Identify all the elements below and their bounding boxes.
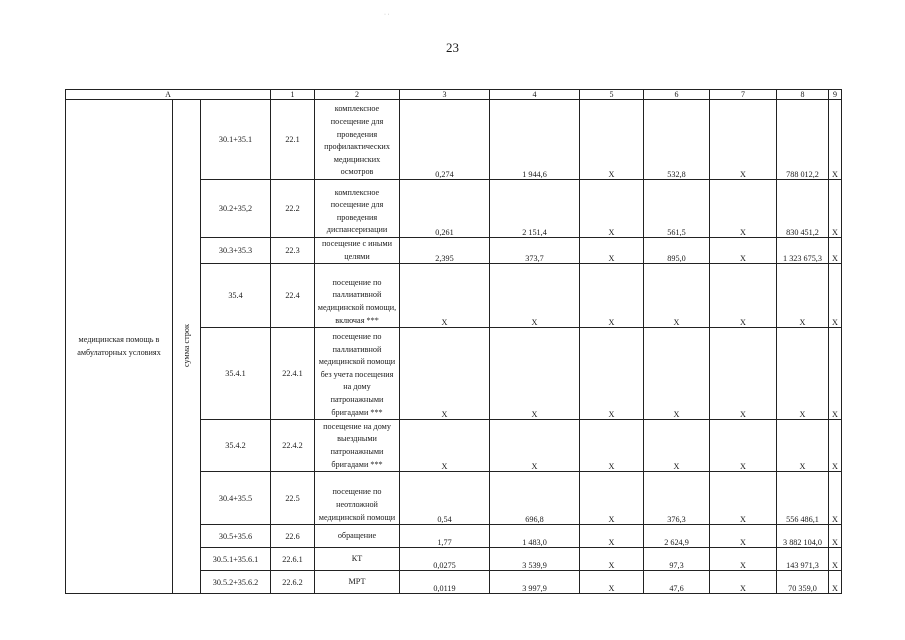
- description-cell: посещение по паллиативной медицинской помощи, включая ***: [315, 264, 400, 328]
- header-cell-8: 8: [777, 90, 829, 100]
- header-cell-5: 5: [580, 90, 644, 100]
- col5-cell: X: [580, 548, 644, 571]
- col3-cell: X: [400, 420, 490, 472]
- col8-cell: X: [777, 328, 829, 420]
- col8-cell: 556 486,1: [777, 472, 829, 525]
- data-table: [65, 89, 842, 594]
- col3-cell: 1,77: [400, 525, 490, 548]
- col9-cell: X: [829, 264, 842, 328]
- col5-cell: X: [580, 100, 644, 180]
- code-cell: 35.4.2: [201, 420, 271, 472]
- row-number-cell: 22.2: [271, 180, 315, 238]
- col5-cell: X: [580, 525, 644, 548]
- header-cell-2: 2: [315, 90, 400, 100]
- col8-cell: 3 882 104,0: [777, 525, 829, 548]
- col3-cell: 0,54: [400, 472, 490, 525]
- col8-cell: X: [777, 420, 829, 472]
- col5-cell: X: [580, 571, 644, 594]
- description-cell: посещение по неотложной медицинской помощи: [315, 472, 400, 525]
- col3-cell: 2,395: [400, 238, 490, 264]
- col4-cell: 2 151,4: [490, 180, 580, 238]
- col3-cell: 0,0275: [400, 548, 490, 571]
- code-cell: 30.5.1+35.6.1: [201, 548, 271, 571]
- col3-cell: 0,274: [400, 100, 490, 180]
- col7-cell: X: [710, 100, 777, 180]
- col4-cell: X: [490, 264, 580, 328]
- description-cell: комплексное посещение для проведения диспансеризации: [315, 180, 400, 238]
- header-cell-1: 1: [271, 90, 315, 100]
- code-cell: 35.4.1: [201, 328, 271, 420]
- col5-cell: X: [580, 238, 644, 264]
- code-cell: 30.5+35.6: [201, 525, 271, 548]
- col6-cell: X: [644, 420, 710, 472]
- row-number-cell: 22.3: [271, 238, 315, 264]
- col9-cell: X: [829, 525, 842, 548]
- col4-cell: X: [490, 328, 580, 420]
- col6-cell: 532,8: [644, 100, 710, 180]
- col5-cell: X: [580, 472, 644, 525]
- header-cell-7: 7: [710, 90, 777, 100]
- description-cell: обращение: [315, 525, 400, 548]
- row-number-cell: 22.6.1: [271, 548, 315, 571]
- col5-cell: X: [580, 180, 644, 238]
- col7-cell: X: [710, 180, 777, 238]
- row-number-cell: 22.5: [271, 472, 315, 525]
- col5-cell: X: [580, 328, 644, 420]
- col8-cell: 70 359,0: [777, 571, 829, 594]
- header-cell-9: 9: [829, 90, 842, 100]
- col7-cell: X: [710, 264, 777, 328]
- col3-cell: X: [400, 328, 490, 420]
- row-number-cell: 22.1: [271, 100, 315, 180]
- sum-label-text: сумма строк: [182, 324, 191, 368]
- col4-cell: 1 944,6: [490, 100, 580, 180]
- col9-cell: X: [829, 548, 842, 571]
- col9-cell: X: [829, 328, 842, 420]
- col6-cell: 561,5: [644, 180, 710, 238]
- col8-cell: 1 323 675,3: [777, 238, 829, 264]
- col8-cell: 830 451,2: [777, 180, 829, 238]
- col3-cell: X: [400, 264, 490, 328]
- row-number-cell: 22.4.1: [271, 328, 315, 420]
- header-cell-3: 3: [400, 90, 490, 100]
- col9-cell: X: [829, 472, 842, 525]
- header-cell-a: А: [66, 90, 271, 100]
- col4-cell: 696,8: [490, 472, 580, 525]
- col7-cell: X: [710, 238, 777, 264]
- row-number-cell: 22.6: [271, 525, 315, 548]
- code-cell: 30.5.2+35.6.2: [201, 571, 271, 594]
- header-cell-4: 4: [490, 90, 580, 100]
- col7-cell: X: [710, 472, 777, 525]
- col8-cell: X: [777, 264, 829, 328]
- description-cell: КТ: [315, 548, 400, 571]
- code-cell: 30.4+35.5: [201, 472, 271, 525]
- col7-cell: X: [710, 548, 777, 571]
- scan-speck: · ·: [384, 12, 390, 18]
- col4-cell: 3 997,9: [490, 571, 580, 594]
- code-cell: 30.1+35.1: [201, 100, 271, 180]
- col5-cell: X: [580, 264, 644, 328]
- col7-cell: X: [710, 420, 777, 472]
- col7-cell: X: [710, 525, 777, 548]
- code-cell: 30.3+35.3: [201, 238, 271, 264]
- col6-cell: 47,6: [644, 571, 710, 594]
- col7-cell: X: [710, 328, 777, 420]
- page-number: 23: [446, 40, 459, 55]
- header-cell-6: 6: [644, 90, 710, 100]
- description-cell: комплексное посещение для проведения профилактических медицинских осмотров: [315, 100, 400, 180]
- col9-cell: X: [829, 100, 842, 180]
- description-cell: посещение на дому выездными патронажными бригадами ***: [315, 420, 400, 472]
- description-cell: посещение по паллиативной медицинской помощи без учета посещения на дому патронажными бригадами ***: [315, 328, 400, 420]
- col6-cell: 376,3: [644, 472, 710, 525]
- col4-cell: 3 539,9: [490, 548, 580, 571]
- col9-cell: X: [829, 420, 842, 472]
- col3-cell: 0,0119: [400, 571, 490, 594]
- row-number-cell: 22.4.2: [271, 420, 315, 472]
- col4-cell: 1 483,0: [490, 525, 580, 548]
- row-number-cell: 22.4: [271, 264, 315, 328]
- sum-label-cell: [173, 100, 201, 594]
- col9-cell: X: [829, 571, 842, 594]
- description-cell: МРТ: [315, 571, 400, 594]
- col6-cell: 895,0: [644, 238, 710, 264]
- col4-cell: X: [490, 420, 580, 472]
- col4-cell: 373,7: [490, 238, 580, 264]
- col8-cell: 143 971,3: [777, 548, 829, 571]
- section-label-cell: медицинская помощь в амбулаторных условиях: [66, 100, 173, 594]
- col6-cell: X: [644, 264, 710, 328]
- col6-cell: X: [644, 328, 710, 420]
- col5-cell: X: [580, 420, 644, 472]
- col9-cell: X: [829, 238, 842, 264]
- col9-cell: X: [829, 180, 842, 238]
- col6-cell: 2 624,9: [644, 525, 710, 548]
- description-cell: посещение с иными целями: [315, 238, 400, 264]
- row-number-cell: 22.6.2: [271, 571, 315, 594]
- code-cell: 30.2+35,2: [201, 180, 271, 238]
- col3-cell: 0,261: [400, 180, 490, 238]
- col7-cell: X: [710, 571, 777, 594]
- code-cell: 35.4: [201, 264, 271, 328]
- header-row: [66, 90, 842, 100]
- col6-cell: 97,3: [644, 548, 710, 571]
- table-row: [66, 100, 842, 180]
- col8-cell: 788 012,2: [777, 100, 829, 180]
